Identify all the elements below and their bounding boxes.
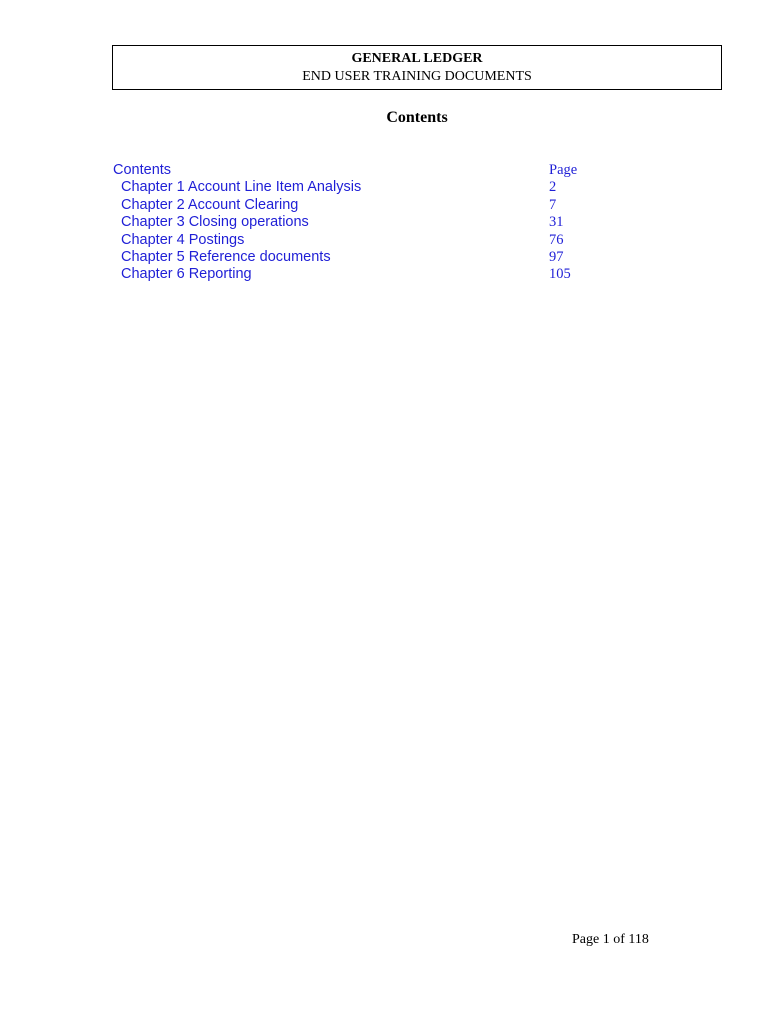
document-title: GENERAL LEDGER (351, 51, 483, 66)
toc-entry-link[interactable]: Chapter 5 Reference documents (121, 248, 331, 265)
toc-entry[interactable] (113, 197, 633, 214)
toc-entry-link[interactable]: Chapter 6 Reporting (121, 266, 252, 283)
toc-entry-page-link[interactable]: 105 (549, 266, 571, 283)
toc-entry[interactable] (113, 214, 633, 231)
toc-entry[interactable] (113, 249, 633, 266)
toc-contents-label[interactable]: Contents (113, 162, 172, 178)
toc-entry-page-link[interactable]: 76 (549, 231, 564, 248)
toc-entry-link[interactable]: Chapter 3 Closing operations (121, 214, 309, 231)
toc-entry-page-link[interactable]: 7 (549, 196, 557, 213)
table-of-contents (113, 162, 633, 284)
toc-entry-link[interactable]: Chapter 1 Account Line Item Analysis (121, 179, 362, 196)
toc-entry[interactable] (113, 266, 633, 283)
toc-page-column-label[interactable]: Page (549, 162, 578, 178)
page-number-footer: Page 1 of 118 (572, 932, 649, 947)
toc-entry[interactable] (113, 232, 633, 249)
toc-entry-link[interactable]: Chapter 2 Account Clearing (121, 196, 299, 213)
page-heading: Contents (386, 109, 448, 126)
toc-entry-page-link[interactable]: 97 (549, 248, 564, 265)
document-subtitle: END USER TRAINING DOCUMENTS (302, 69, 532, 84)
toc-entry-page-link[interactable]: 2 (549, 179, 557, 196)
toc-entry-link[interactable]: Chapter 4 Postings (121, 231, 245, 248)
toc-entry-page-link[interactable]: 31 (549, 214, 564, 231)
toc-entry[interactable] (113, 179, 633, 196)
document-header-box (112, 45, 722, 90)
toc-header-row (113, 162, 633, 179)
